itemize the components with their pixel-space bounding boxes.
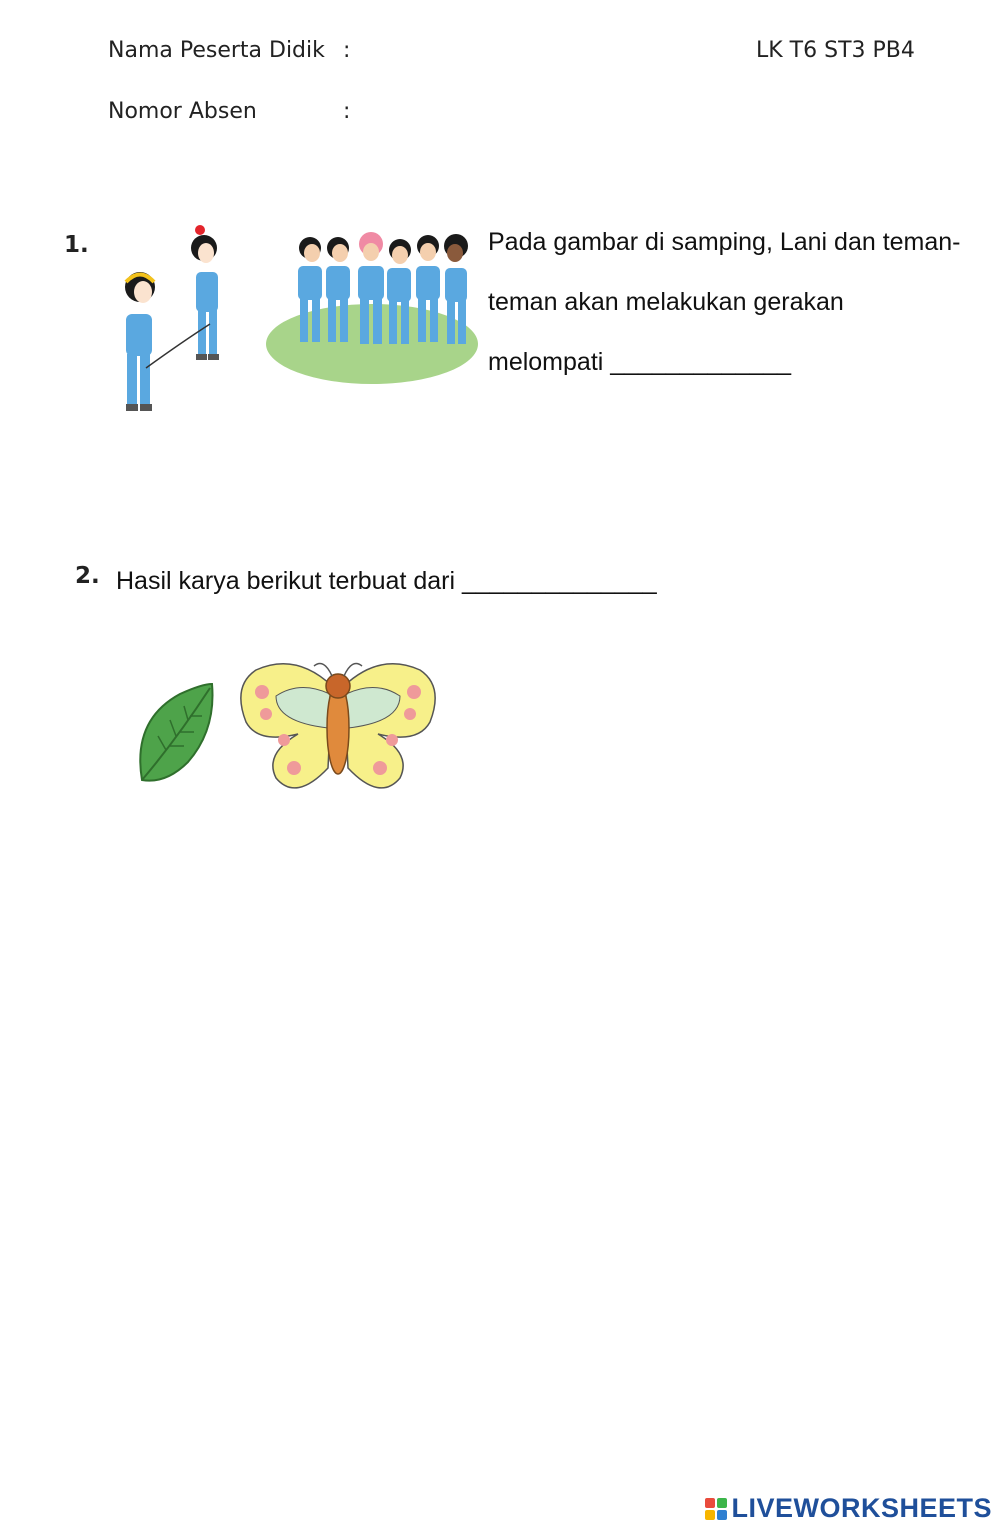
question-2-number: 2. bbox=[75, 563, 100, 589]
question-1-text bbox=[488, 212, 993, 392]
liveworksheets-logo-text: LIVEWORKSHEETS bbox=[731, 1493, 992, 1523]
question-1-number: 1. bbox=[64, 232, 89, 258]
question-2-prompt: Hasil karya berikut terbuat dari bbox=[116, 567, 456, 595]
question-2-text bbox=[116, 551, 657, 611]
absen-label: Nomor Absen bbox=[108, 99, 257, 124]
student-name-colon: : bbox=[343, 38, 351, 63]
student-name-label: Nama Peserta Didik bbox=[108, 38, 325, 63]
worksheet-code: LK T6 ST3 PB4 bbox=[756, 38, 915, 63]
question-1-line-3 bbox=[488, 332, 993, 392]
leaf-illustration bbox=[136, 680, 216, 786]
question-1-line-1: Pada gambar di samping, Lani dan teman- bbox=[488, 228, 961, 256]
liveworksheets-logo bbox=[705, 1493, 992, 1524]
butterfly-illustration bbox=[236, 656, 440, 800]
jump-rope-children-illustration bbox=[112, 222, 232, 430]
question-2-answer-blank[interactable]: ______________ bbox=[462, 567, 657, 595]
question-1-line-3-text: melompati bbox=[488, 348, 604, 376]
liveworksheets-logo-icon bbox=[705, 1498, 727, 1520]
absen-colon: : bbox=[343, 99, 351, 124]
group-of-students-illustration bbox=[266, 226, 480, 388]
question-1-line-2: teman akan melakukan gerakan bbox=[488, 288, 844, 316]
question-1-answer-blank[interactable]: _____________ bbox=[610, 348, 792, 376]
